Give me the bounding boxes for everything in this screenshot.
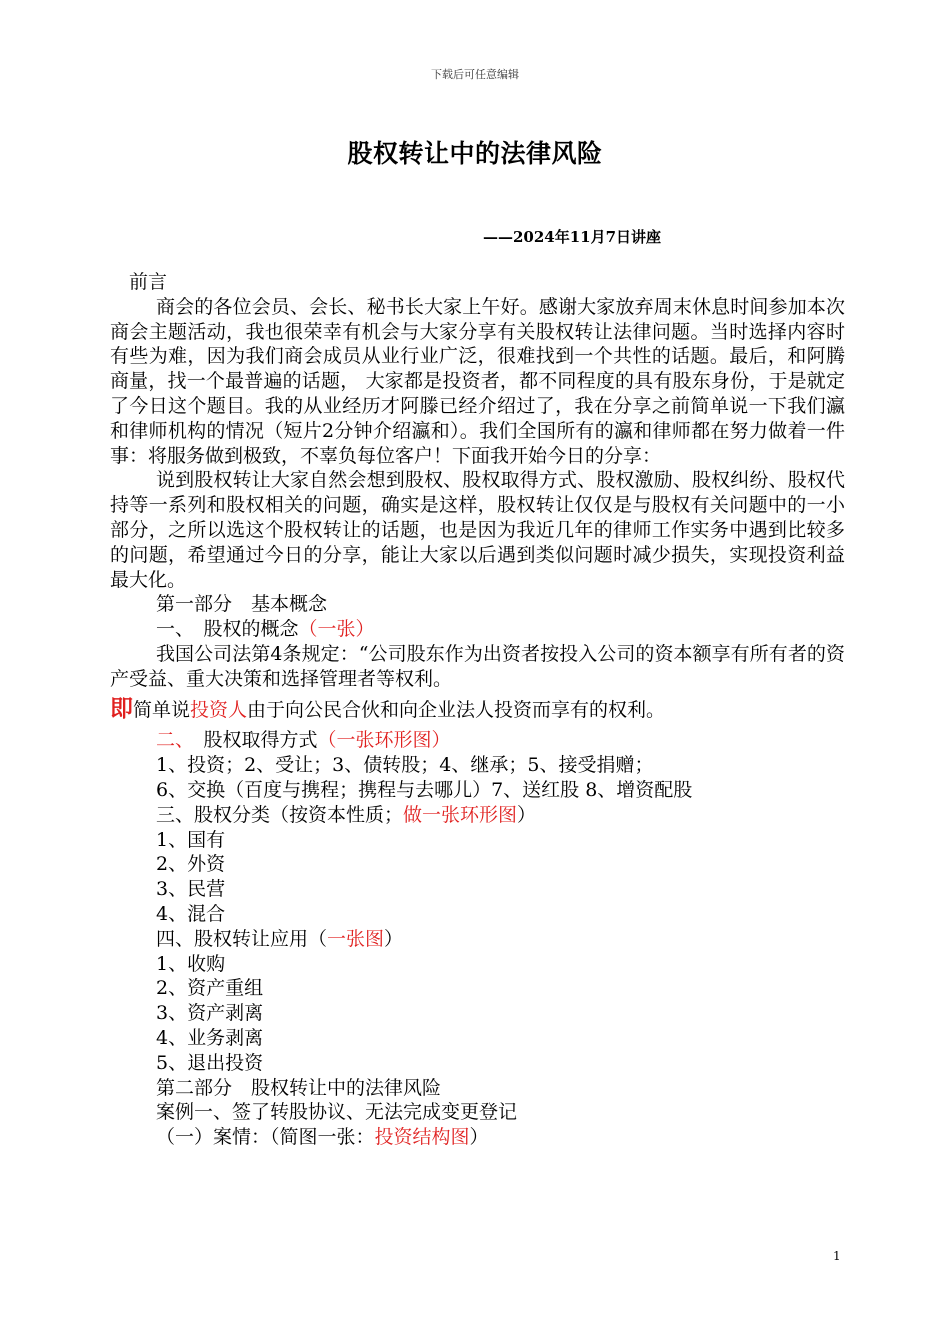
section3-heading xyxy=(110,803,845,828)
section3-annotation: 做一张环形图 xyxy=(403,803,518,826)
application-item: 3、资产剥离 xyxy=(156,1002,264,1025)
section4-close: ） xyxy=(384,927,404,950)
lecture-date-byline: ——2024年11月7日讲座 xyxy=(483,228,662,246)
section4-heading xyxy=(110,927,845,952)
section3-title: 三、股权分类（按资本性质； xyxy=(156,803,404,826)
part2-heading: 第二部分 股权转让中的法律风险 xyxy=(156,1076,442,1099)
topic-paragraph: 说到股权转让大家自然会想到股权、股权取得方式、股权激励、股权纠纷、股权代持等一系列和股权相关的问题，确实是这样，股权转让仅仅是与股权有关问题中的一小部分，之所以选这个股权转让的话题，也是因为我近几年的律师工作实务中遇到比较多的问题，希望通过今日的分享，能让大家以后遇到类似问题时减少损失，实现投资利益最大化。 xyxy=(110,469,845,591)
page-number: 1 xyxy=(833,1249,841,1263)
header-note: 下载后可任意编辑 xyxy=(431,68,519,81)
section1-title: 一、 股权的概念 xyxy=(156,618,299,641)
case1-heading: 案例一、签了转股协议、无法完成变更登记 xyxy=(156,1101,518,1124)
class-item: 2、外资 xyxy=(156,853,226,876)
case1-facts-heading xyxy=(110,1125,845,1150)
simple-definition-text1: 简单说 xyxy=(133,698,191,721)
simple-definition-highlight: 投资人 xyxy=(190,698,248,721)
section1-heading xyxy=(110,617,845,642)
simple-definition xyxy=(110,694,845,723)
section2-annotation: （一张环形图） xyxy=(317,729,451,752)
simple-definition-lead: 即 xyxy=(110,694,133,722)
section2-title: 股权取得方式 xyxy=(184,729,318,752)
acquisition-methods-line2: 6、交换（百度与携程；携程与去哪儿）7、送红股 8、增资配股 xyxy=(156,778,693,801)
document-body xyxy=(110,270,845,1150)
intro-paragraph: 商会的各位会员、会长、秘书长大家上午好。感谢大家放弃周末休息时间参加本次商会主题活动，我也很荣幸有机会与大家分享有关股权转让法律问题。当时选择内容时有些为难，因为我们商会成员从业行业广泛，很难找到一个共性的话题。最后，和阿腾商量，找一个最普遍的话题， 大家都是投资者，都不同程度的具有股东身份，于是就定了今日这个题目。我的从业经历才阿滕已经介绍过了，我在分享之前简单说一下我们瀛和律师机构的情况（短片2分钟介绍瀛和）。我们全国所有的瀛和律师都在努力做着一件事：将服务做到极致，不辜负每位客户！下面我开始今日的分享： xyxy=(110,295,845,467)
simple-definition-text2: 由于向公民合伙和向企业法人投资而享有的权利。 xyxy=(247,698,666,721)
class-item: 3、民营 xyxy=(156,878,226,901)
case1-facts-title: （一）案情：（简图一张： xyxy=(156,1126,375,1149)
section2-number: 二、 xyxy=(156,729,185,752)
company-law-quote: 我国公司法第4条规定：“公司股东作为出资者按投入公司的资本额享有所有者的资产受益、重大决策和选择管理者等权利。 xyxy=(110,642,845,690)
document-title: 股权转让中的法律风险 xyxy=(347,139,603,168)
class-item: 4、混合 xyxy=(156,902,226,925)
preface-label: 前言 xyxy=(129,271,168,293)
application-item: 4、业务剥离 xyxy=(156,1026,264,1049)
case1-facts-close: ） xyxy=(469,1126,489,1149)
section2-heading xyxy=(110,728,845,753)
application-item: 2、资产重组 xyxy=(156,977,264,1000)
section4-annotation: 一张图 xyxy=(327,927,385,950)
part1-heading: 第一部分 基本概念 xyxy=(156,593,328,616)
section4-title: 四、股权转让应用（ xyxy=(156,927,328,950)
application-item: 5、退出投资 xyxy=(156,1051,264,1074)
section1-annotation: （一张） xyxy=(298,618,375,641)
acquisition-methods-line1: 1、投资；2、受让；3、债转股；4、继承；5、接受捐赠； xyxy=(156,754,654,777)
case1-facts-annotation: 投资结构图 xyxy=(374,1126,470,1149)
section3-close: ） xyxy=(517,803,537,826)
application-item: 1、收购 xyxy=(156,952,226,975)
class-item: 1、国有 xyxy=(156,828,226,851)
